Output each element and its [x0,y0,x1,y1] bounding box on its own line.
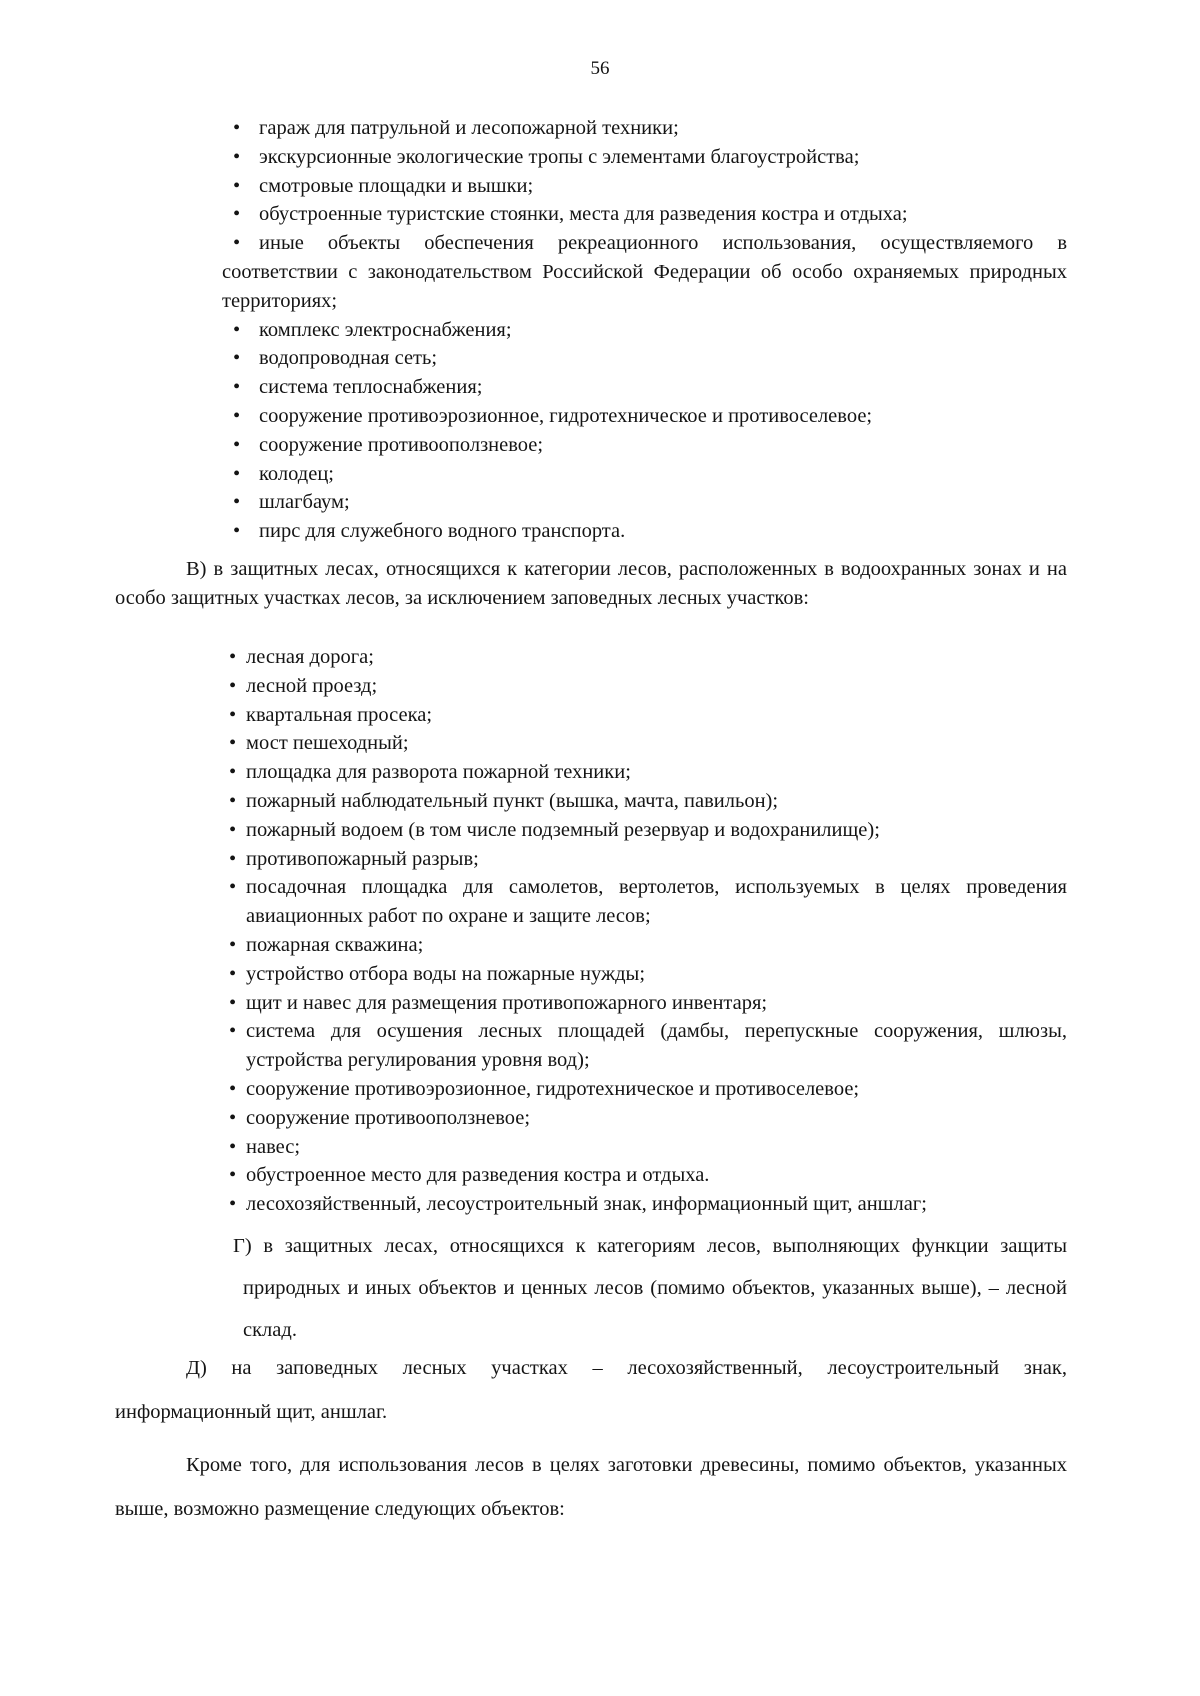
bullet-icon: • [229,703,237,726]
bullet-icon: • [229,761,237,784]
page-number: 56 [590,58,610,79]
bullet-icon: • [229,847,237,870]
list-item: • пожарная скважина; [0,931,1067,960]
list-item: • сооружение противоэрозионное, гидротехническое и противоселевое; [0,402,1067,431]
bullet-icon: • [233,117,241,139]
list-item: • пожарный водоем (в том числе подземный резервуар и водохранилище); [0,816,1067,845]
list-item: • лесохозяйственный, лесоустроительный знак, информационный щит, аншлаг; [0,1190,1067,1219]
bullet-icon: • [229,962,237,985]
bullet-icon: • [229,1077,237,1100]
list-item: • шлагбаум; [0,488,1067,517]
list-item: • обустроенные туристские стоянки, места для разведения костра и отдыха; [0,200,1067,229]
bullet-icon: • [233,376,241,399]
bullet-icon: • [233,347,241,370]
list-item: • гараж для патрульной и лесопожарной техники; [0,114,1067,143]
bullet-icon: • [229,674,237,697]
paragraph-b: В) в защитных лесах, относящихся к категории лесов, расположенных в водоохранных зонах и на особо защитных участках лесов, за исключением заповедных лесных участков: [115,558,1067,609]
facility-list-b [0,643,1200,1219]
bullet-icon: • [229,1106,237,1129]
paragraph-d: Д) на заповедных лесных участках – лесохозяйственный, лесоустроительный знак, информационный щит, аншлаг. [115,1357,1067,1423]
list-item: • лесной проезд; [0,672,1067,701]
bullet-icon: • [233,491,241,514]
paragraph-k: Кроме того, для использования лесов в целях заготовки древесины, помимо объектов, указанных выше, возможно размещение следующих объектов: [115,1454,1067,1520]
list-item: • иные объекты обеспечения рекреационного использования, осуществляемого в соответствии с законодательством Российской Федерации об особо охраняемых природных территориях; [222,232,1067,312]
bullet-icon: • [233,404,241,427]
paragraph-g: Г) в защитных лесах, относящихся к категориям лесов, выполняющих функции защиты природных и иных объектов и ценных лесов (помимо объектов, указанных выше), – лесной склад. [233,1235,1067,1341]
bullet-icon: • [229,1193,237,1216]
list-item: • сооружение противооползневое; [0,431,1067,460]
list-item: • посадочная площадка для самолетов, вертолетов, используемых в целях проведения авиационных работ по охране и защите лесов; [0,873,1067,931]
list-item: • площадка для разворота пожарной техники; [0,758,1067,787]
list-item: • квартальная просека; [0,701,1067,730]
list-item: • водопроводная сеть; [0,344,1067,373]
bullet-icon: • [233,318,241,341]
list-item: • сооружение противоэрозионное, гидротехническое и противоселевое; [0,1075,1067,1104]
bullet-icon: • [229,646,237,668]
bullet-icon: • [233,203,241,226]
bullet-icon: • [233,520,241,543]
list-item: • пожарный наблюдательный пункт (вышка, мачта, павильон); [0,787,1067,816]
bullet-icon: • [229,1135,237,1158]
bullet-icon: • [233,145,241,168]
list-item: • лесная дорога; [0,643,1067,672]
list-item: • мост пешеходный; [0,729,1067,758]
list-item: • сооружение противооползневое; [0,1104,1067,1133]
bullet-icon: • [233,462,241,485]
list-item: • система для осушения лесных площадей (дамбы, перепускные сооружения, шлюзы, устройства регулирования уровня вод); [0,1017,1067,1075]
bullet-icon: • [229,789,237,812]
list-item: • навес; [0,1133,1067,1162]
list-item: • устройство отбора воды на пожарные нужды; [0,960,1067,989]
list-item: • экскурсионные экологические тропы с элементами благоустройства; [0,143,1067,172]
bullet-icon: • [229,1164,237,1187]
list-item: • смотровые площадки и вышки; [0,172,1067,201]
list-item: • колодец; [0,460,1067,489]
list-item: • щит и навес для размещения противопожарного инвентаря; [0,989,1067,1018]
bullet-icon: • [229,818,237,841]
list-item: • пирс для служебного водного транспорта. [0,517,1067,546]
bullet-icon: • [233,433,241,456]
list-item: • обустроенное место для разведения костра и отдыха. [0,1161,1067,1190]
list-item: • комплекс электроснабжения; [0,316,1067,345]
bullet-icon: • [229,1020,237,1043]
facility-list-a [0,114,1200,546]
bullet-icon: • [229,732,237,755]
bullet-icon: • [233,174,241,197]
bullet-icon: • [229,876,237,899]
bullet-icon: • [229,991,237,1014]
list-item: • противопожарный разрыв; [0,845,1067,874]
list-item: • система теплоснабжения; [0,373,1067,402]
bullet-icon: • [229,933,237,956]
